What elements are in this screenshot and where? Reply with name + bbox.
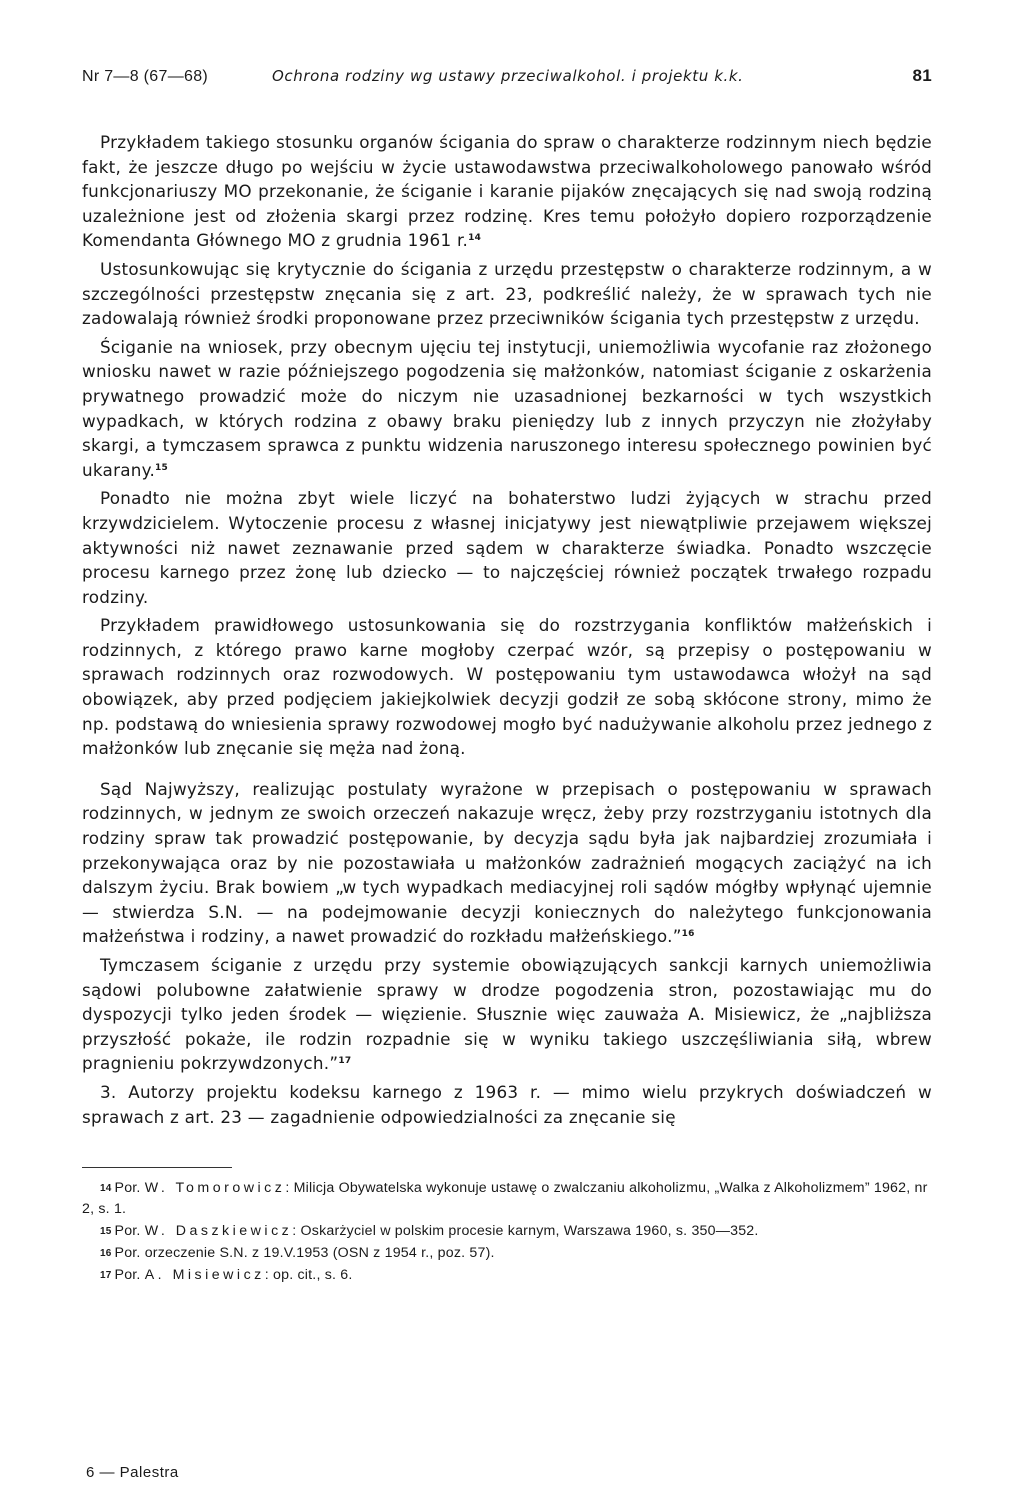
page-footer: 6 — Palestra <box>86 1464 179 1481</box>
footnote-author: W. Tomorowicz <box>144 1180 286 1197</box>
paragraph: 3. Autorzy projektu kodeksu karnego z 1963 r. — mimo wielu przykrych doświadczeń w sprawach z art. 23 — zagadnienie odpowiedzialności za znęcanie się <box>82 1081 932 1127</box>
footnote: $^{16}$ Por. orzeczenie S.N. z 19.V.1953 (OSN z 1954 r., poz. 57). <box>100 1245 495 1262</box>
footnote-ref: 15 <box>155 462 169 473</box>
article-body <box>82 130 932 1129</box>
page-number: 81 <box>912 66 932 85</box>
paragraph: Ponadto nie można zbyt wiele liczyć na bohaterstwo ludzi żyjących w strachu przed krzywdzicielem. Wytoczenie procesu z własnej inicjatywy jest niewątpliwie przejawem większej aktywności niż nawet zeznawanie przed sądem w charakterze świadka. Ponadto wszczęcie procesu karnego przez żonę lub dziecko — to najczęściej również początek trwałego rozpadu rodziny. <box>82 488 932 607</box>
issue-number: Nr 7—8 (67—68) <box>82 68 209 85</box>
footnote: $^{14}$ Por. W. Tomorowicz: Milicja Obywatelska wykonuje ustawę o zwalczaniu alkoholizmu, „Walka z Alkoholizmem” 1962, nr 2, s. 1. <box>82 1180 928 1218</box>
paragraph: Ściganie na wniosek, przy obecnym ujęciu tej instytucji, uniemożliwia wycofanie raz złożonego wniosku nawet w razie późniejszego pogodzenia się małżonków, natomiast ściganie z oskarżenia prywatnego prowadzić może do niczym nie uzasadnionej bezkarności w tych wszystkich wypadkach, w których rodzina z obawy braku pieniędzy lub z innych przyczyn nie złożyłaby skargi, a tymczasem sprawca z punktu widzenia naruszonego interesu społecznego powinien być ukarany.$^{15}$ <box>82 336 932 480</box>
footnote-author: W. Daszkiewicz <box>144 1223 293 1240</box>
footnote-author: A. Misiewicz <box>144 1267 265 1284</box>
footnote-separator <box>82 1167 232 1168</box>
running-header <box>82 66 932 100</box>
footnote-ref: 17 <box>338 1056 352 1067</box>
footnotes <box>82 1178 932 1286</box>
paragraph: Przykładem prawidłowego ustosunkowania się do rozstrzygania konfliktów małżeńskich i rodzinnych, z którego prawo karne mogłoby czerpać wzór, są przepisy o postępowaniu w sprawach rodzinnych oraz rozwodowych. W postępowaniu tym ustawodawca włożył na sąd obowiązek, aby przed podjęciem jakiejkolwiek decyzji godził ze sobą skłócone strony, mimo że np. podstawą do wniesienia sprawy rozwodowej mogło być nadużywanie alkoholu przez jednego z małżonków lub znęcanie się męża nad żoną. <box>82 615 932 759</box>
footnote-ref: 16 <box>681 929 695 940</box>
paragraph: Ustosunkowując się krytycznie do ścigania z urzędu przestępstw o charakterze rodzinnym, a w szczególności przestępstw znęcania się z art. 23, podkreślić należy, że w sprawach tych nie zadowalają również środki proponowane przez przeciwników ścigania tych przestępstw z urzędu. <box>82 258 932 329</box>
paragraph: Przykładem takiego stosunku organów ścigania do spraw o charakterze rodzinnym niech będzie fakt, że jeszcze długo po wejściu w życie ustawodawstwa przeciwalkoholowego panowało wśród funkcjonariuszy MO przekonanie, że ściganie i karanie pijaków znęcających się nad swoją rodziną uzależnione jest od złożenia skargi przez rodzinę. Kres temu położyło dopiero rozporządzenie Komendanta Głównego MO z grudnia 1961 r.$^{14}$ <box>82 132 932 251</box>
running-title: Ochrona rodziny wg ustawy przeciwalkohol. i projektu k.k. <box>272 67 744 85</box>
page <box>82 66 932 1287</box>
footnote: $^{15}$ Por. W. Daszkiewicz: Oskarżyciel w polskim procesie karnym, Warszawa 1960, s. 350—352. <box>100 1223 759 1240</box>
footnote-ref: 14 <box>468 233 482 244</box>
paragraph: Tymczasem ściganie z urzędu przy systemie obowiązujących sankcji karnych uniemożliwia sądowi polubowne załatwienie sprawy w drodze pogodzenia stron, pozostawiając mu do dyspozycji tylko jeden środek — więzienie. Słusznie więc zauważa A. Misiewicz, że „najbliższa przyszłość pokaże, ile rodzin rozpadnie się w wyniku takiego uszczęśliwiania siłą, wbrew pragnieniu pokrzywdzonych.”$^{17}$ <box>82 955 932 1074</box>
footnote: $^{17}$ Por. A. Misiewicz: op. cit., s. 6. <box>100 1267 353 1284</box>
paragraph: Sąd Najwyższy, realizując postulaty wyrażone w przepisach o postępowaniu w sprawach rodzinnych, w jednym ze swoich orzeczeń nakazuje wręcz, żeby przy rozstrzyganiu istotnych dla rodziny spraw tak prowadzić postępowanie, by decyzja sądu była jak najbardziej zrozumiała i przekonywająca oraz by nie pozostawiała u małżonków zadrażnień mogących zaciążyć na ich dalszym życiu. Brak bowiem „w tych wypadkach mediacyjnej roli sądów mógłby wpłynąć ujemnie — stwierdza S.N. — na podejmowanie decyzji koniecznych do należytego funkcjonowania małżeństwa i rodziny, a nawet prowadzić do rozkładu małżeńskiego.”$^{16}$ <box>82 778 932 947</box>
